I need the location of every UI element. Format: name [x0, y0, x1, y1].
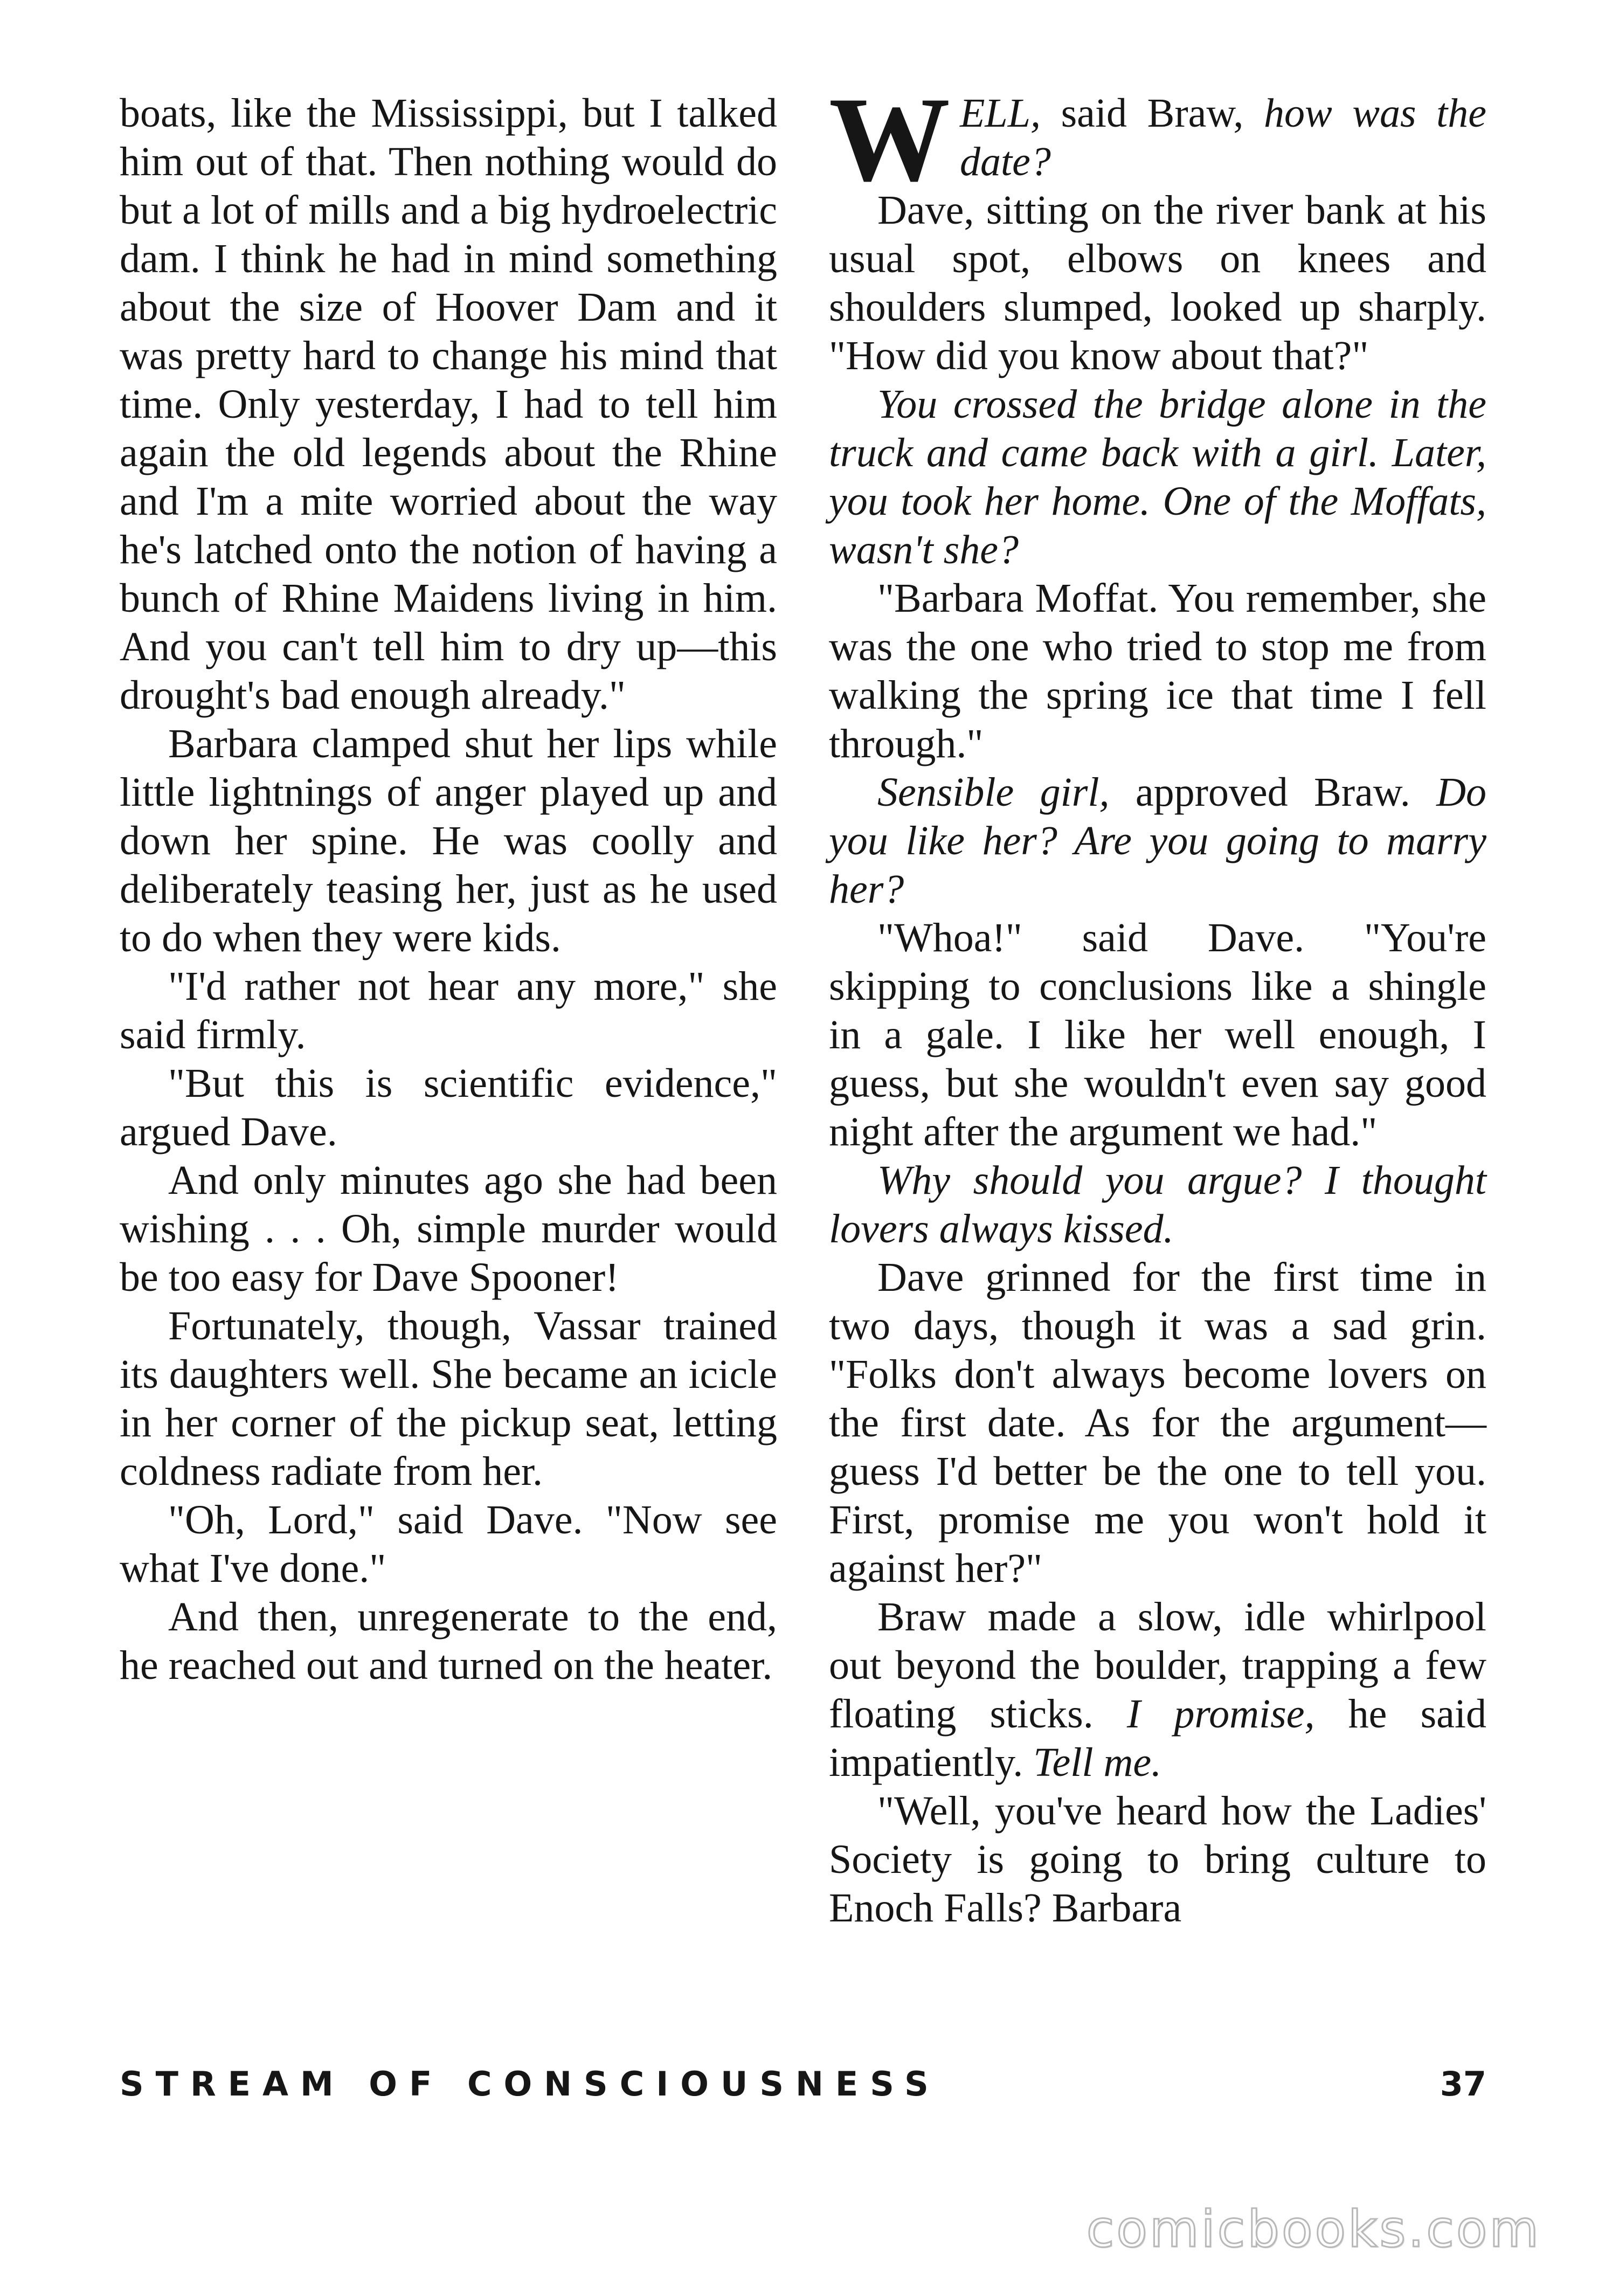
italic-paragraph: Why should you argue? I thought lovers always kissed. — [829, 1158, 1486, 1251]
text-run: said Braw, — [1040, 91, 1264, 136]
running-title: STREAM OF CONSCIOUSNESS — [120, 2064, 940, 2104]
left-text-column — [120, 89, 777, 1690]
paragraph: "Well, you've heard how the Ladies' Society is going to bring culture to Enoch Falls? Barbara — [829, 1788, 1486, 1931]
paragraph: Dave, sitting on the river bank at his usual spot, elbows on knees and shoulders slumped, looked up sharply. "How did you know about that?" — [829, 188, 1486, 378]
paragraph: boats, like the Mississippi, but I talked him out of that. Then nothing would do but a lot of mills and a big hydroelectric dam. I think he had in mind something about the size of Hoover Dam and it was pretty hard to change his mind that time. Only yesterday, I had to tell him again the old legends about the Rhine and I'm a mite worried about the way he's latched onto the notion of having a bunch of Rhine Maidens living in him. And you can't tell him to dry up—this drought's bad enough already." — [120, 91, 777, 718]
paragraph — [829, 1593, 1486, 1787]
paragraph: Barbara clamped shut her lips while little lightnings of anger played up and down her spine. He was coolly and deliberately teasing her, just as he used to do when they were kids. — [120, 721, 777, 960]
watermark: comicbooks.com — [1086, 2200, 1541, 2259]
italic-paragraph: You crossed the bridge alone in the truck and came back with a girl. Later, you took her home. One of the Moffats, wasn't she? — [829, 382, 1486, 572]
italic-run: I promise, — [1126, 1691, 1315, 1737]
paragraph: "Barbara Moffat. You remember, she was the one who tried to stop me from walking the spring ice that time I fell through." — [829, 576, 1486, 766]
drop-cap-letter: W — [829, 72, 950, 206]
opening-paragraph — [829, 72, 1487, 206]
paragraph: "Whoa!" said Dave. "You're skipping to conclusions like a shingle in a gale. I like her well enough, I guess, but she wouldn't even say good night after the argument we had." — [829, 915, 1486, 1154]
right-text-column — [829, 72, 1487, 1932]
paragraph — [829, 768, 1486, 914]
paragraph: Fortunately, though, Vassar trained its daughters well. She became an icicle in her corner of the pickup seat, letting coldness radiate from her. — [120, 1303, 777, 1494]
text-run: Braw made a slow, idle whirlpool out beyond the boulder, trapping a few floating sticks. — [829, 1594, 1486, 1737]
paragraph: "Oh, Lord," said Dave. "Now see what I've done." — [120, 1497, 777, 1591]
italic-run: ELL, — [960, 91, 1041, 136]
paragraph: And then, unregenerate to the end, he reached out and turned on the heater. — [120, 1594, 777, 1688]
italic-run: Tell me. — [1033, 1740, 1162, 1785]
page-footer — [120, 2064, 1486, 2118]
italic-run: how was the date? — [960, 91, 1487, 184]
paragraph: "I'd rather not hear any more," she said firmly. — [120, 964, 777, 1057]
text-run: he said impatiently. — [829, 1691, 1487, 1785]
italic-run: Do you like her? Are you going to marry her? — [829, 770, 1486, 912]
text-run: approved Braw. — [1109, 770, 1437, 815]
paragraph: "But this is scientific evidence," argued Dave. — [120, 1061, 777, 1154]
italic-run: Sensible girl, — [877, 770, 1110, 815]
paragraph: And only minutes ago she had been wishing . . . Oh, simple murder would be too easy for Dave Spooner! — [120, 1158, 777, 1300]
paragraph: Dave grinned for the first time in two days, though it was a sad grin. "Folks don't always become lovers on the first date. As for the argument—guess I'd better be the one to tell you. First, promise me you won't hold it against her?" — [829, 1255, 1486, 1591]
page-number: 37 — [1440, 2064, 1486, 2104]
